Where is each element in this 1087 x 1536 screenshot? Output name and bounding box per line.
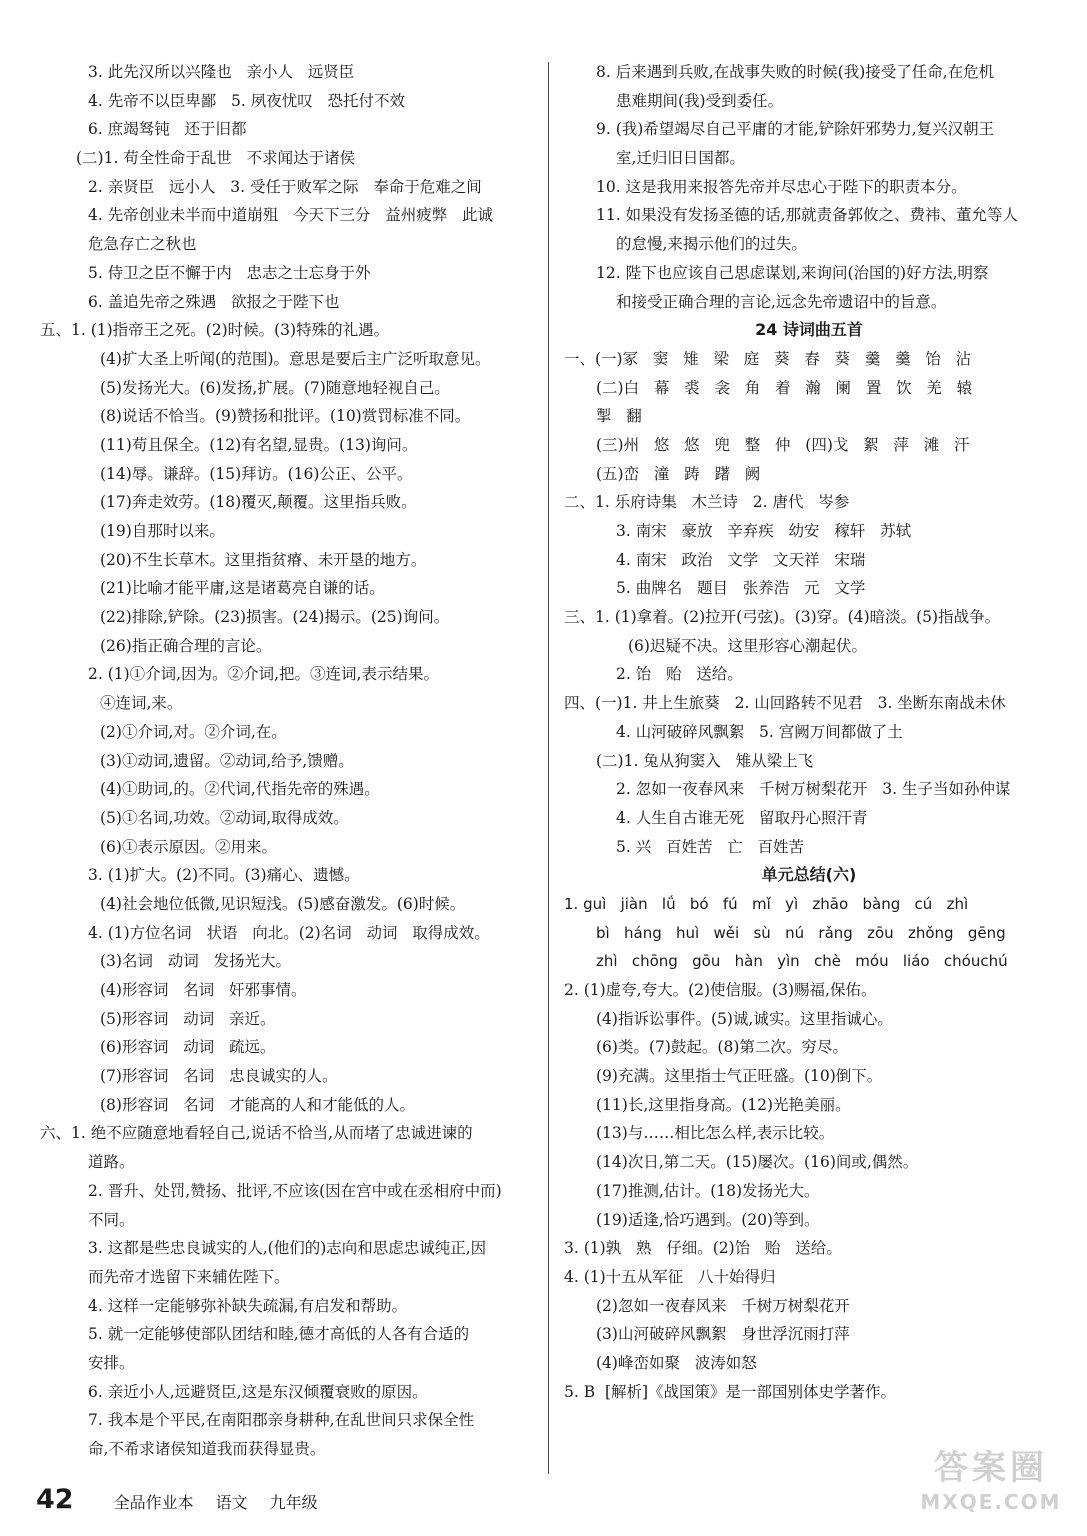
- answer-line: 和接受正确合理的言论,远念先帝遗诏中的旨意。: [616, 292, 947, 311]
- answer-line: 室,迁归旧日国都。: [616, 149, 745, 168]
- answer-line: 4. 先帝不以臣卑鄙 5. 夙夜忧叹 恐托付不效: [88, 91, 405, 110]
- answer-line: 5. 侍卫之臣不懈于内 忠志之士忘身于外: [88, 263, 371, 282]
- answer-line: (6)①表示原因。②用来。: [100, 837, 277, 856]
- answer-line: (3)名词 动词 发扬光大。: [100, 952, 292, 971]
- answer-line: (4)形容词 名词 奸邪事情。: [100, 981, 307, 999]
- answer-line: (二)1. 兔从狗窦入 雉从梁上飞: [596, 751, 814, 770]
- answer-line: (19)适逢,恰巧遇到。(20)等到。: [596, 1210, 820, 1229]
- answer-line: 5. B [解析]《战国策》是一部国别体史学著作。: [564, 1382, 897, 1401]
- answer-line: 五、1. (1)指帝王之死。(2)时候。(3)特殊的礼遇。: [40, 321, 390, 340]
- answer-line: 而先帝才选留下来辅佐陛下。: [88, 1267, 290, 1286]
- page-footer: [36, 1484, 340, 1524]
- answer-line: 2. 亲贤臣 远小人 3. 受任于败军之际 奉命于危难之间: [88, 177, 482, 196]
- answer-line: (6)类。(7)鼓起。(8)第二次。穷尽。: [596, 1038, 848, 1057]
- answer-line: 5. 兴 百姓苦 亡 百姓苦: [616, 837, 805, 856]
- answer-line: 6. 亲近小人,远避贤臣,这是东汉倾覆衰败的原因。: [88, 1382, 428, 1401]
- answer-line: (三)州 悠 悠 兜 整 仲 (四)戈 絮 萍 滩 汗: [596, 435, 970, 454]
- book-title: 全品作业本: [113, 1493, 194, 1512]
- answer-line: (4)社会地位低微,见识短浅。(5)感奋激发。(6)时候。: [100, 894, 466, 913]
- answer-line: 2. 忽如一夜春风来 千树万树梨花开 3. 生子当如孙仲谋: [616, 780, 1011, 799]
- answer-line: (5)①名词,功效。②动词,取得成效。: [100, 808, 349, 827]
- pinyin-line: zhì chōng gōu hàn yìn chè móu liáo chóuchú: [596, 952, 1008, 971]
- answer-line: (3)①动词,遗留。②动词,给予,馈赠。: [100, 751, 354, 770]
- section-heading: 单元总结(六): [761, 865, 857, 885]
- answer-line: 11. 如果没有发扬圣德的话,那就责备郭攸之、费祎、董允等人: [596, 206, 1019, 225]
- answer-line: (二)1. 苟全性命于乱世 不求闻达于诸侯: [76, 149, 356, 168]
- answer-line: 10. 这是我用来报答先帝并尽忠心于陛下的职责本分。: [596, 177, 967, 196]
- answer-line: (五)峦 潼 踌 躇 阙: [596, 464, 761, 483]
- answer-line: (14)辱。谦辞。(15)拜访。(16)公正、公平。: [100, 464, 413, 483]
- subject-label: 语文: [215, 1493, 248, 1512]
- answer-line: (8)说话不恰当。(9)赞扬和批评。(10)赏罚标准不同。: [100, 407, 471, 426]
- answer-line: 2. 晋升、处罚,赞扬、批评,不应该(因在宫中或在丞相府中而): [88, 1181, 502, 1200]
- answer-line: (17)推测,估计。(18)发扬光大。: [596, 1181, 820, 1200]
- answer-line: (6)迟疑不决。这里形容心潮起伏。: [628, 636, 867, 655]
- answer-line: 4. 这样一定能够弥补缺失疏漏,有启发和帮助。: [88, 1296, 408, 1315]
- answer-line: 三、1. (1)拿着。(2)拉开(弓弦)。(3)穿。(4)暗淡。(5)指战争。: [564, 608, 1001, 627]
- column-divider: [548, 62, 549, 1474]
- answer-line: 4. (1)方位名词 状语 向北。(2)名词 动词 取得成效。: [88, 923, 490, 942]
- answer-line: (7)形容词 名词 忠良诚实的人。: [100, 1067, 338, 1086]
- grade-label: 九年级: [269, 1493, 318, 1512]
- answer-line: 3. 南宋 豪放 辛弃疾 幼安 稼轩 苏轼: [616, 522, 912, 540]
- answer-line: 5. 就一定能够使部队团结和睦,德才高低的人各有合适的: [88, 1325, 470, 1344]
- answer-line: 4. (1)十五从军征 八十始得归: [564, 1267, 776, 1286]
- answer-line: 4. 先帝创业未半而中道崩殂 今天下三分 益州疲弊 此诚: [88, 206, 494, 225]
- answer-line: 9. (我)希望竭尽自己平庸的才能,铲除奸邪势力,复兴汉朝王: [596, 120, 995, 139]
- answer-line: (2)①介词,对。②介词,在。: [100, 722, 287, 741]
- answer-line: (11)苟且保全。(12)有名望,显贵。(13)询问。: [100, 435, 418, 454]
- answer-line: 患难期间(我)受到委任。: [616, 91, 784, 110]
- answer-line: (20)不生长草木。这里指贫瘠、未开垦的地方。: [100, 550, 427, 569]
- pinyin-line: bì háng huì wěi sù nú rǎng zōu zhǒng gēng: [596, 923, 1006, 942]
- answer-line: 道路。: [88, 1153, 135, 1172]
- answer-line: (22)排除,铲除。(23)损害。(24)揭示。(25)询问。: [100, 608, 450, 627]
- answer-line: 不同。: [88, 1210, 135, 1229]
- answer-line: (6)形容词 动词 疏远。: [100, 1038, 276, 1057]
- answer-line: 5. 曲牌名 题目 张养浩 元 文学: [616, 579, 866, 598]
- answer-line: (二)白 幕 裘 衾 角 着 瀚 阑 置 饮 羌 辕: [596, 378, 973, 397]
- answer-line: 掣 翻: [596, 407, 642, 426]
- answer-line: (4)指诉讼事件。(5)诚,诚实。这里指诚心。: [596, 1009, 893, 1028]
- answer-line: 3. (1)扩大。(2)不同。(3)痛心、遗憾。: [88, 866, 360, 885]
- answer-line: 一、(一)冢 窦 雉 梁 庭 葵 舂 葵 羹 羹 饴 沾: [564, 349, 972, 368]
- answer-line: 4. 人生自古谁无死 留取丹心照汗青: [616, 808, 868, 827]
- answer-line: 4. 山河破碎风飘絮 5. 宫阙万间都做了土: [616, 722, 903, 741]
- answer-line: 2. (1)①介词,因为。②介词,把。③连词,表示结果。: [88, 665, 439, 684]
- answer-line: (21)比喻才能平庸,这是诸葛亮自谦的话。: [100, 579, 385, 598]
- answer-line: 安排。: [88, 1353, 135, 1372]
- answer-line: (4)①助词,的。②代词,代指先帝的殊遇。: [100, 780, 380, 799]
- section-heading: 24 诗词曲五首: [755, 320, 863, 340]
- answer-line: (4)扩大圣上听闻(的范围)。意思是要后主广泛听取意见。: [100, 349, 491, 368]
- watermark-top-text: 答案圈: [934, 1448, 1048, 1488]
- pinyin-line: 1. guì jiàn lǘ bó fú mǐ yì zhāo bàng cú zhì: [564, 894, 969, 913]
- answer-line: ④连词,来。: [100, 694, 183, 713]
- left-column: [36, 58, 536, 1464]
- answer-line: 7. 我本是个平民,在南阳郡亲身耕种,在乱世间只求保全性: [88, 1411, 475, 1430]
- answer-line: 4. 南宋 政治 文学 文天祥 宋瑞: [616, 550, 866, 569]
- right-column: [564, 58, 1054, 1406]
- answer-line: 3. 这都是些忠良诚实的人,(他们的)志向和思虑忠诚纯正,因: [88, 1239, 487, 1258]
- answer-line: 命,不希求诸侯知道我而获得显贵。: [88, 1440, 326, 1458]
- answer-line: 3. 此先汉所以兴隆也 亲小人 远贤臣: [88, 63, 355, 81]
- watermark-logo: [901, 1446, 1081, 1530]
- answer-line: 2. 饴 贻 送给。: [616, 665, 743, 684]
- answer-line: (19)自那时以来。: [100, 522, 225, 540]
- answer-line: (4)峰峦如聚 波涛如怒: [596, 1353, 757, 1372]
- answer-line: (26)指正确合理的言论。: [100, 636, 272, 655]
- answer-line: (5)形容词 动词 亲近。: [100, 1009, 276, 1028]
- answer-line: (11)长,这里指身高。(12)光艳美丽。: [596, 1095, 851, 1114]
- answer-line: (9)充满。这里指士气正旺盛。(10)倒下。: [596, 1067, 883, 1086]
- answer-line: (13)与……相比怎么样,表示比较。: [596, 1124, 835, 1143]
- answer-line: (5)发扬光大。(6)发扬,扩展。(7)随意地轻视自己。: [100, 378, 450, 397]
- answer-line: 二、1. 乐府诗集 木兰诗 2. 唐代 岑参: [564, 493, 850, 512]
- answer-line: 3. (1)孰 熟 仔细。(2)饴 贻 送给。: [564, 1239, 842, 1258]
- answer-line: (2)忽如一夜春风来 千树万树梨花开: [596, 1296, 850, 1315]
- page-number: 42: [36, 1484, 74, 1515]
- answer-line: 的怠慢,来揭示他们的过失。: [616, 235, 807, 254]
- answer-line: (14)次日,第二天。(15)屡次。(16)间或,偶然。: [596, 1153, 919, 1172]
- answer-line: 12. 陛下也应该自己思虑谋划,来询问(治国的)好方法,明察: [596, 263, 989, 282]
- answer-line: 四、(一)1. 井上生旅葵 2. 山回路转不见君 3. 坐断东南战未休: [564, 694, 1006, 713]
- watermark-url-text: MXQE.COM: [920, 1490, 1062, 1514]
- answer-line: 6. 盖追先帝之殊遇 欲报之于陛下也: [88, 292, 340, 311]
- answer-line: 六、1. 绝不应随意地看轻自己,说话不恰当,从而堵了忠诚进谏的: [40, 1124, 473, 1143]
- answer-line: 8. 后来遇到兵败,在战事失败的时候(我)接受了任命,在危机: [596, 63, 995, 81]
- answer-line: 2. (1)虚夸,夸大。(2)使信服。(3)赐福,保佑。: [564, 981, 877, 999]
- answer-line: 6. 庶竭驽钝 还于旧都: [88, 120, 247, 139]
- answer-line: (8)形容词 名词 才能高的人和才能低的人。: [100, 1095, 416, 1114]
- answer-line: (3)山河破碎风飘絮 身世浮沉雨打萍: [596, 1325, 850, 1344]
- answer-line: 危急存亡之秋也: [88, 235, 197, 254]
- answer-line: (17)奔走效劳。(18)覆灭,颠覆。这里指兵败。: [100, 493, 417, 512]
